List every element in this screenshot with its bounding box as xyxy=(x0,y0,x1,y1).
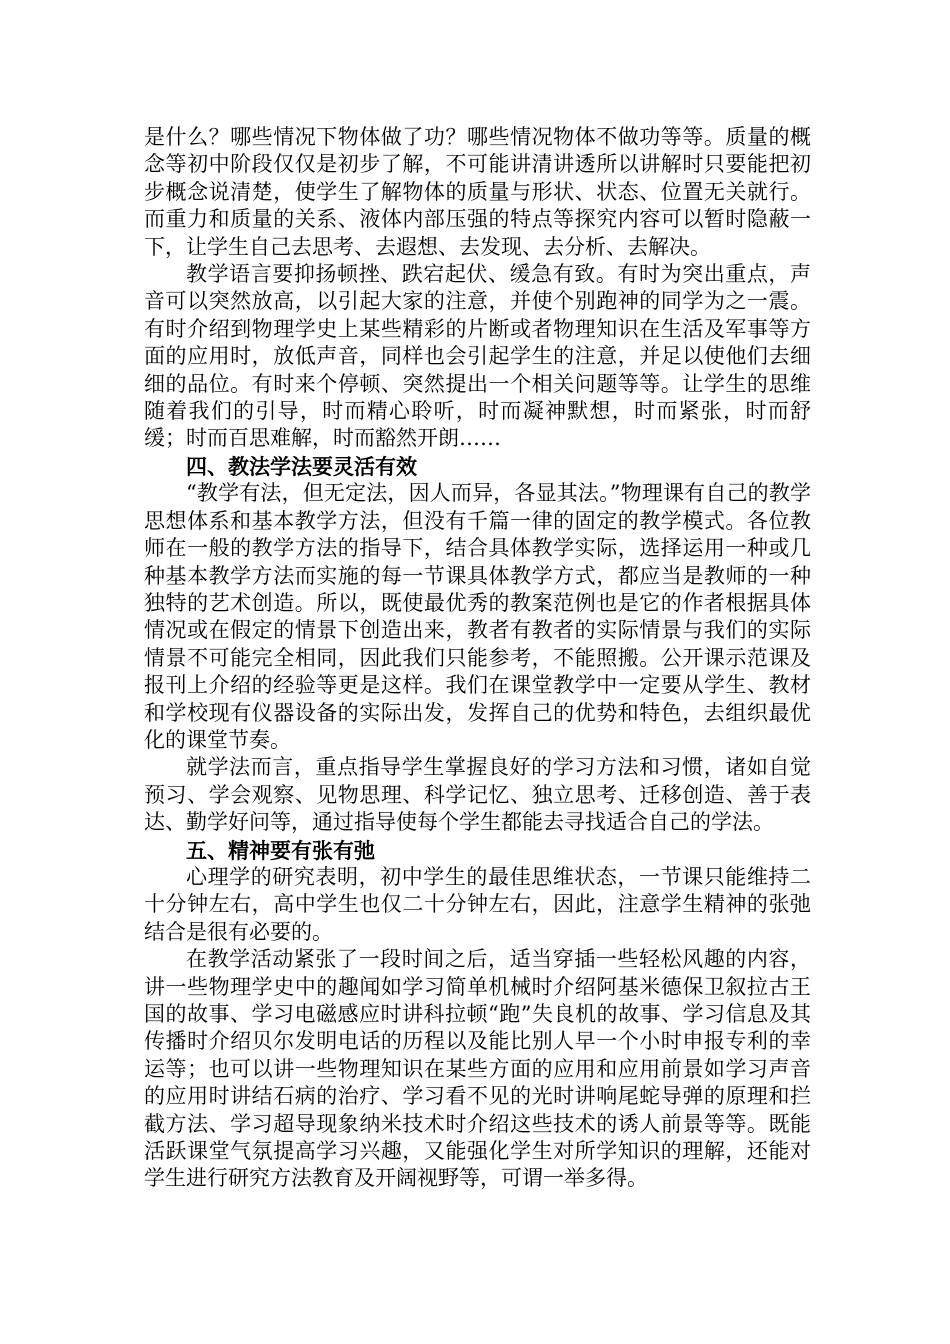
paragraph-relaxation: 在教学活动紧张了一段时间之后，适当穿插一些轻松风趣的内容，讲一些物理学史中的趣闻如学习简单机械时介绍阿基米德保卫叙拉古王国的故事、学习电磁感应时讲科拉顿“跑”失良机的故事、学习信息及其传播时介绍贝尔发明电话的历程以及能比别人早一个小时申报专利的幸运等；也可以讲一些物理知识在某些方面的应用和应用前景如学习声音的应用时讲结石病的治疗、学习看不见的光时讲响尾蛇导弹的原理和拦截方法、学习超导现象纳米技术时介绍这些技术的诱人前景等等。既能活跃课堂气氛提高学习兴趣，又能强化学生对所学知识的理解，还能对学生进行研究方法教育及开阔视野等，可谓一举多得。 xyxy=(144,947,811,1191)
paragraph-teaching-methods: “教学有法，但无定法，因人而异，各显其法。”物理课有自己的教学思想体系和基本教学方法，但没有千篇一律的固定的教学模式。各位教师在一般的教学方法的指导下，结合具体教学实际，选择运用一种或几种基本教学方法而实施的每一节课具体教学方式，都应当是教师的一种独特的艺术创造。所以，既使最优秀的教案范例也是它的作者根据具体情况或在假定的情景下创造出来，教者有教者的实际情景与我们的实际情景不可能完全相同，因此我们只能参考，不能照搬。公开课示范课及报刊上介绍的经验等更是这样。我们在课堂教学中一定要从学生、教材和学校现有仪器设备的实际出发，发挥自己的优势和特色，去组织最优化的课堂节奏。 xyxy=(144,481,811,752)
paragraph-continued: 是什么？哪些情况下物体做了功？哪些情况物体不做功等等。质量的概念等初中阶段仅仅是初步了解，不可能讲清讲透所以讲解时只要能把初步概念说清楚，使学生了解物体的质量与形状、状态、位置无关就行。而重力和质量的关系、液体内部压强的特点等探究内容可以暂时隐蔽一下，让学生自己去思考、去遐想、去发现、去分析、去解决。 xyxy=(144,125,811,259)
paragraph-psychology: 心理学的研究表明，初中学生的最佳思维状态，一节课只能维持二十分钟左右，高中学生也仅二十分钟左右，因此，注意学生精神的张弛结合是很有必要的。 xyxy=(144,864,811,944)
document-page xyxy=(144,124,811,1193)
section-heading-4: 四、教法学法要灵活有效 xyxy=(186,453,417,479)
paragraph-teaching-language: 教学语言要抑扬顿挫、跌宕起伏、缓急有致。有时为突出重点，声音可以突然放高，以引起大家的注意，并使个别跑神的同学为之一震。有时介绍到物理学史上某些精彩的片断或者物理知识在生活及军事等方面的应用时，放低声音，同样也会引起学生的注意，并足以使他们去细细的品位。有时来个停顿、突然提出一个相关问题等等。让学生的思维随着我们的引导，时而精心聆听，时而凝神默想，时而紧张，时而舒缓；时而百思难解，时而豁然开朗…… xyxy=(144,262,811,451)
paragraph-learning-methods: 就学法而言，重点指导学生掌握良好的学习方法和习惯，诸如自觉预习、学会观察、见物思理、科学记忆、独立思考、迁移创造、善于表达、勤学好问等，通过指导使每个学生都能去寻找适合自己的学法。 xyxy=(144,755,811,835)
section-heading-5: 五、精神要有张有弛 xyxy=(186,837,375,863)
